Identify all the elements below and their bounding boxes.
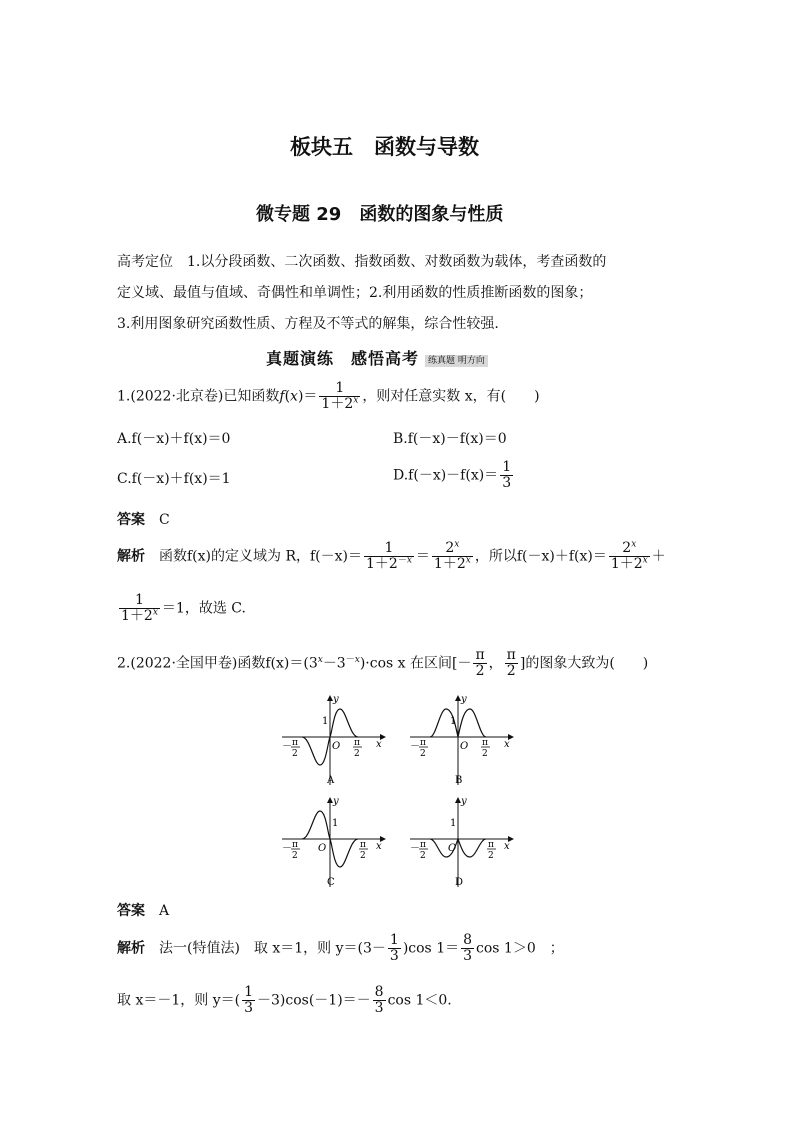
positioning-label: 高考定位 (117, 254, 173, 270)
svg-text:－: － (410, 741, 420, 752)
svg-text:π: π (354, 738, 360, 748)
q1-fraction: $\frac{1}{1+2^x}$ (321, 380, 359, 412)
svg-text:1: 1 (450, 716, 457, 727)
q2-stem: 2.(2022·全国甲卷)函数$f(x)=(3^x-3^{-x})\cdot\cos$ x 在区间[－ $\frac{\pi}{2}$ ， $\frac{\pi}{2}$ ]的图象大致为( ) (117, 647, 649, 679)
q2-analysis-line-1: 解析 法一(特值法) 取 x＝1，则 y＝(3－ $\frac{1}{3}$ )cos 1＝ $\frac{8}{3}$ cos 1＞0 ； (117, 932, 564, 964)
svg-text:O: O (460, 741, 469, 752)
svg-text:y: y (333, 694, 339, 705)
svg-text:2: 2 (292, 851, 298, 861)
q1-analysis-line-2: $\frac{1}{1+2^x}$ ＝1，故选 C. (121, 592, 246, 624)
svg-text:－: － (282, 741, 292, 752)
q1-option-d: D.f(－x)－f(x)＝ $\frac{1}{3}$ (393, 459, 512, 491)
svg-text:x: x (376, 841, 382, 852)
q2-analysis-line-2: 取 x＝－1，则 y＝( $\frac{1}{3}$ －3)cos(－1)＝－ $\frac{8}{3}$ cos 1＜0. (117, 984, 452, 1016)
q1-analysis-line-1: 解析 函数f(x)的定义域为 R，f(－x)＝ $\frac{1}{1+2^{-x}}$ ＝ $\frac{2^x}{1+2^x}$ ，所以f(－x)＋f(x)＝ $\frac{2^x}{1+2^x}$ ＋ (117, 539, 666, 572)
q1-answer (117, 510, 170, 530)
svg-text:O: O (318, 843, 327, 854)
graph-a-label: A (327, 775, 335, 786)
q1-answer-label: 答案 (117, 512, 145, 528)
graph-d-label: D (455, 877, 464, 888)
svg-text:1: 1 (450, 818, 457, 829)
graph-a (280, 693, 390, 793)
graph-b (408, 693, 518, 793)
svg-text:x: x (376, 739, 382, 750)
svg-text:π: π (360, 840, 366, 850)
banner-tag: 练真题 明方向 (425, 355, 488, 367)
q2-answer (117, 901, 169, 921)
svg-text:2: 2 (354, 749, 360, 759)
svg-text:π: π (292, 738, 298, 748)
svg-text:2: 2 (488, 851, 494, 861)
svg-text:π: π (420, 738, 426, 748)
q1-answer-value: C (159, 512, 170, 528)
svg-text:y: y (461, 796, 467, 807)
svg-text:2: 2 (420, 749, 426, 759)
svg-text:O: O (332, 741, 341, 752)
positioning-line-3: 3.利用图象研究函数性质、方程及不等式的解集，综合性较强. (117, 316, 499, 332)
svg-text:2: 2 (360, 851, 366, 861)
q1-option-a: A.f(－x)＋f(x)＝0 (117, 431, 231, 447)
svg-text:π: π (482, 738, 488, 748)
graph-c-label: C (327, 877, 335, 888)
svg-text:π: π (420, 840, 426, 850)
svg-text:x: x (504, 841, 510, 852)
positioning-line-2: 定义域、最值与值域、奇偶性和单调性；2.利用函数的性质推断函数的图象； (117, 285, 593, 301)
svg-text:2: 2 (292, 749, 298, 759)
graph-d (408, 795, 518, 895)
q1-option-c: C.f(－x)＋f(x)＝1 (117, 471, 231, 487)
graph-b-label: B (455, 775, 463, 786)
svg-text:O: O (448, 843, 457, 854)
svg-text:1: 1 (332, 818, 339, 829)
q2-answer-value: A (159, 903, 170, 919)
svg-text:y: y (461, 694, 467, 705)
topic-title: 微专题 29 函数的图象与性质 (256, 204, 504, 225)
svg-text:π: π (488, 840, 494, 850)
graph-c (280, 795, 390, 895)
svg-text:2: 2 (482, 749, 488, 759)
positioning-line-1: 高考定位 1.以分段函数、二次函数、指数函数、对数函数为载体，考查函数的 (117, 254, 607, 270)
practice-banner (266, 346, 488, 369)
q2-answer-label: 答案 (117, 903, 145, 919)
svg-text:x: x (504, 739, 510, 750)
svg-text:1: 1 (322, 716, 329, 727)
q1-option-b: B.f(－x)－f(x)＝0 (393, 431, 507, 447)
svg-text:π: π (292, 840, 298, 850)
banner-text: 真题演练 感悟高考 (266, 349, 420, 368)
q1-stem: 1.(2022·北京卷)已知函数f(x)＝ $\frac{1}{1+2^x}$ ，则对任意实数 x，有( ) (117, 380, 540, 412)
svg-text:－: － (410, 843, 420, 854)
svg-text:－: － (282, 843, 292, 854)
svg-text:2: 2 (420, 851, 426, 861)
svg-text:y: y (333, 796, 339, 807)
section-title: 板块五 函数与导数 (290, 135, 479, 159)
